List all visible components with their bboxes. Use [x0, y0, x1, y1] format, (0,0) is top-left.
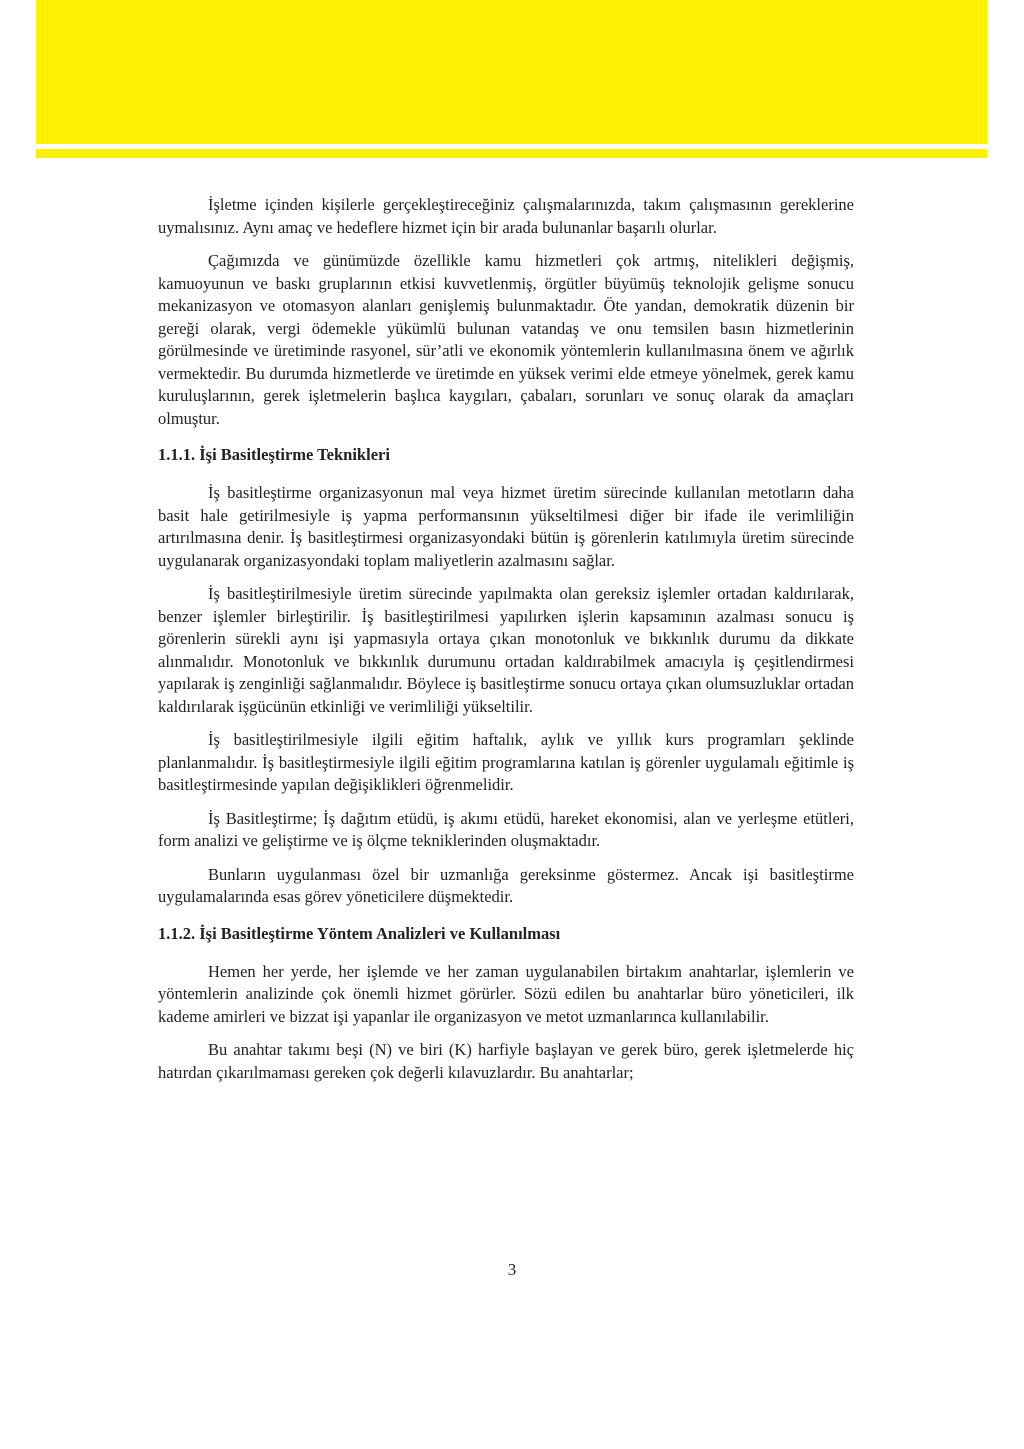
- paragraph: İş Basitleştirme; İş dağıtım etüdü, iş akımı etüdü, hareket ekonomisi, alan ve yerleşme etütleri, form analizi ve geliştirme ve iş ölçme tekniklerinden oluşmaktadır.: [158, 808, 854, 850]
- header-band: [36, 0, 987, 144]
- page-number: 3: [507, 1260, 517, 1279]
- paragraph: İş basitleştirilmesiyle üretim sürecinde yapılmakta olan gereksiz işlemler ortadan kaldırılarak, benzer işlemler birleştirilir. İş basitleştirilmesi yapılırken işlerin kapsamının azalması sonucu iş görenlerin sürekli aynı işi yapmasıyla ortaya çıkan monotonluk ve bıkkınlık durumu da dikkate alınmalıdır. Monotonluk ve bıkkınlık durumunu ortadan kaldırabilmek amacıyla iş çeşitlendirmesi yapılarak iş zenginliği sağlanmalıdır. Böylece iş basitleştirme sonucu ortaya çıkan olumsuzluklar ortadan kaldırılarak işgücünün etkinliği ve verimliliği yükseltilir.: [158, 584, 854, 716]
- paragraph: Bu anahtar takımı beşi (N) ve biri (K) harfiyle başlayan ve gerek büro, gerek işletmelerde hiç hatırdan çıkarılmaması gereken çok değerli kılavuzlardır. Bu anahtarlar;: [158, 1040, 854, 1082]
- header-rule: [36, 149, 987, 158]
- paragraph: İş basitleştirme organizasyonun mal veya hizmet üretim sürecinde kullanılan metotların daha basit hale getirilmesiyle iş yapma performansının yükseltilmesi diğer bir ifade ile verimliliğin artırılmasına denir. İş basitleştirmesi organizasyondaki bütün iş görenlerin katılımıyla üretim sürecinde uygulanarak organizasyondaki toplam maliyetlerin azalmasını sağlar.: [158, 483, 854, 570]
- paragraph: Hemen her yerde, her işlemde ve her zaman uygulanabilen birtakım anahtarlar, işlemlerin ve yöntemlerin analizinde çok önemli hizmet görürler. Sözü edilen bu anahtarlar büro yöneticileri, ilk kademe amirleri ve bizzat işi yapanlar ile organizasyon ve metot uzmanlarınca kullanılabilir.: [158, 961, 854, 1026]
- paragraph: İşletme içinden kişilerle gerçekleştireceğiniz çalışmalarınızda, takım çalışmasının gereklerine uymalısınız. Aynı amaç ve hedeflere hizmet için bir arada bulunanlar başarılı olurlar.: [158, 195, 854, 237]
- page-body: [158, 194, 854, 1095]
- paragraph: Bunların uygulanması özel bir uzmanlığa gereksinme göstermez. Ancak işi basitleştirme uygulamalarında esas görev yöneticilere düşmektedir.: [158, 864, 854, 906]
- paragraph: Çağımızda ve günümüzde özellikle kamu hizmetleri çok artmış, nitelikleri değişmiş, kamuoyunun ve baskı gruplarının etkisi kuvvetlenmiş, örgütler büyümüş teknolojik gelişme sonucu mekanizasyon ve otomasyon alanları genişlemiş bulunmaktadır. Öte yandan, demokratik düzenin bir gereği olarak, vergi ödemekle yükümlü bulunan vatandaş ve onu temsilen basın hizmetlerinin görülmesinde ve üretiminde rasyonel, sür’atli ve ekonomik yöntemlerin kullanılmasına önem ve ağırlık vermektedir. Bu durumda hizmetlerde ve üretimde en yüksek verimi elde etmeye yönelmek, gerek kamu kuruluşlarının, gerek işletmelerin başlıca kaygıları, çabaları, sorunları ve sonuç olarak da amaçları olmuştur.: [158, 251, 854, 428]
- paragraph: İş basitleştirilmesiyle ilgili eğitim haftalık, aylık ve yıllık kurs programları şeklinde planlanmalıdır. İş basitleştirmesiyle ilgili eğitim programlarına katılan iş görenler uygulamalı eğitimle iş basitleştirmesinde yapılan değişiklikleri öğrenmelidir.: [158, 730, 854, 794]
- section-heading: 1.1.2. İşi Basitleştirme Yöntem Analizleri ve Kullanılması: [158, 923, 561, 943]
- section-heading: 1.1.1. İşi Basitleştirme Teknikleri: [158, 445, 390, 464]
